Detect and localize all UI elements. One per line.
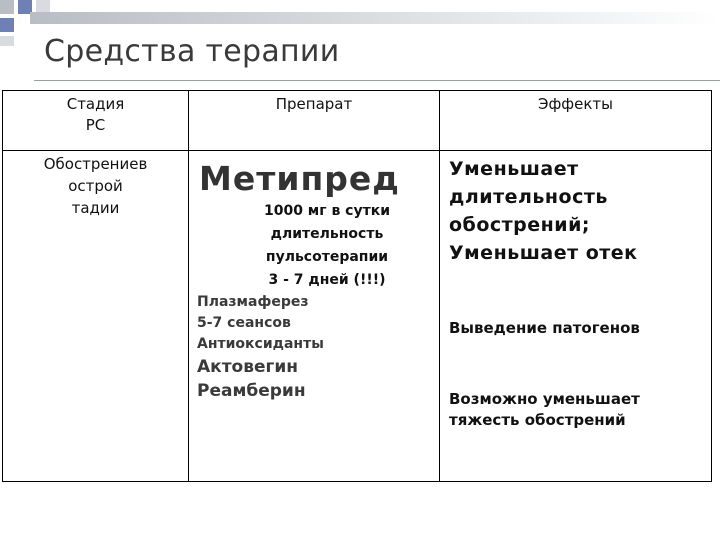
effect-tertiary — [449, 389, 711, 431]
corner-square-decoration — [0, 0, 14, 14]
effect-line: тяжесть обострений — [449, 411, 626, 429]
drug-item: Актовегин — [197, 357, 299, 377]
stage-line: тадии — [71, 199, 120, 217]
effect-primary — [449, 155, 711, 267]
effect-line: обострений; — [449, 214, 590, 236]
header-effects: Эффекты — [440, 91, 712, 151]
effects-cell — [440, 151, 712, 482]
drug-item: 5-7 сеансов — [197, 315, 291, 331]
therapy-table — [2, 90, 712, 482]
drug-dosage-line: 3 - 7 дней (!!!) — [268, 272, 386, 288]
table-header-row — [3, 91, 712, 151]
stage-cell — [3, 151, 189, 482]
effect-secondary: Выведение патогенов — [449, 319, 640, 337]
drug-dosage — [189, 200, 439, 292]
header-stage-line: Стадия — [66, 95, 125, 113]
effect-line: Уменьшает отек — [449, 242, 638, 264]
stage-line: острой — [68, 177, 123, 195]
header-band — [30, 12, 720, 24]
slide-title: Средства терапии — [44, 34, 340, 69]
drug-main-name: Метипред — [199, 159, 400, 198]
drug-item: Антиоксиданты — [197, 336, 324, 352]
effect-line: Уменьшает — [449, 158, 579, 180]
drug-item: Плазмаферез — [197, 294, 309, 310]
header-drug: Препарат — [189, 91, 440, 151]
drug-dosage-line: 1000 мг в сутки — [263, 203, 391, 219]
drug-dosage-line: пульсотерапии — [265, 249, 389, 265]
drug-dosage-line: длительность — [270, 226, 384, 242]
corner-square-decoration — [0, 18, 14, 32]
drug-cell — [189, 151, 440, 482]
effect-line: Возможно уменьшает — [449, 390, 640, 408]
header-stage — [3, 91, 189, 151]
corner-square-decoration — [0, 36, 14, 46]
drug-item: Реамберин — [197, 381, 306, 401]
table-row — [3, 151, 712, 482]
header-stage-line: РС — [85, 116, 106, 134]
effect-line: длительность — [449, 186, 608, 208]
title-divider — [34, 80, 720, 81]
stage-line: Обострениев — [43, 155, 148, 173]
